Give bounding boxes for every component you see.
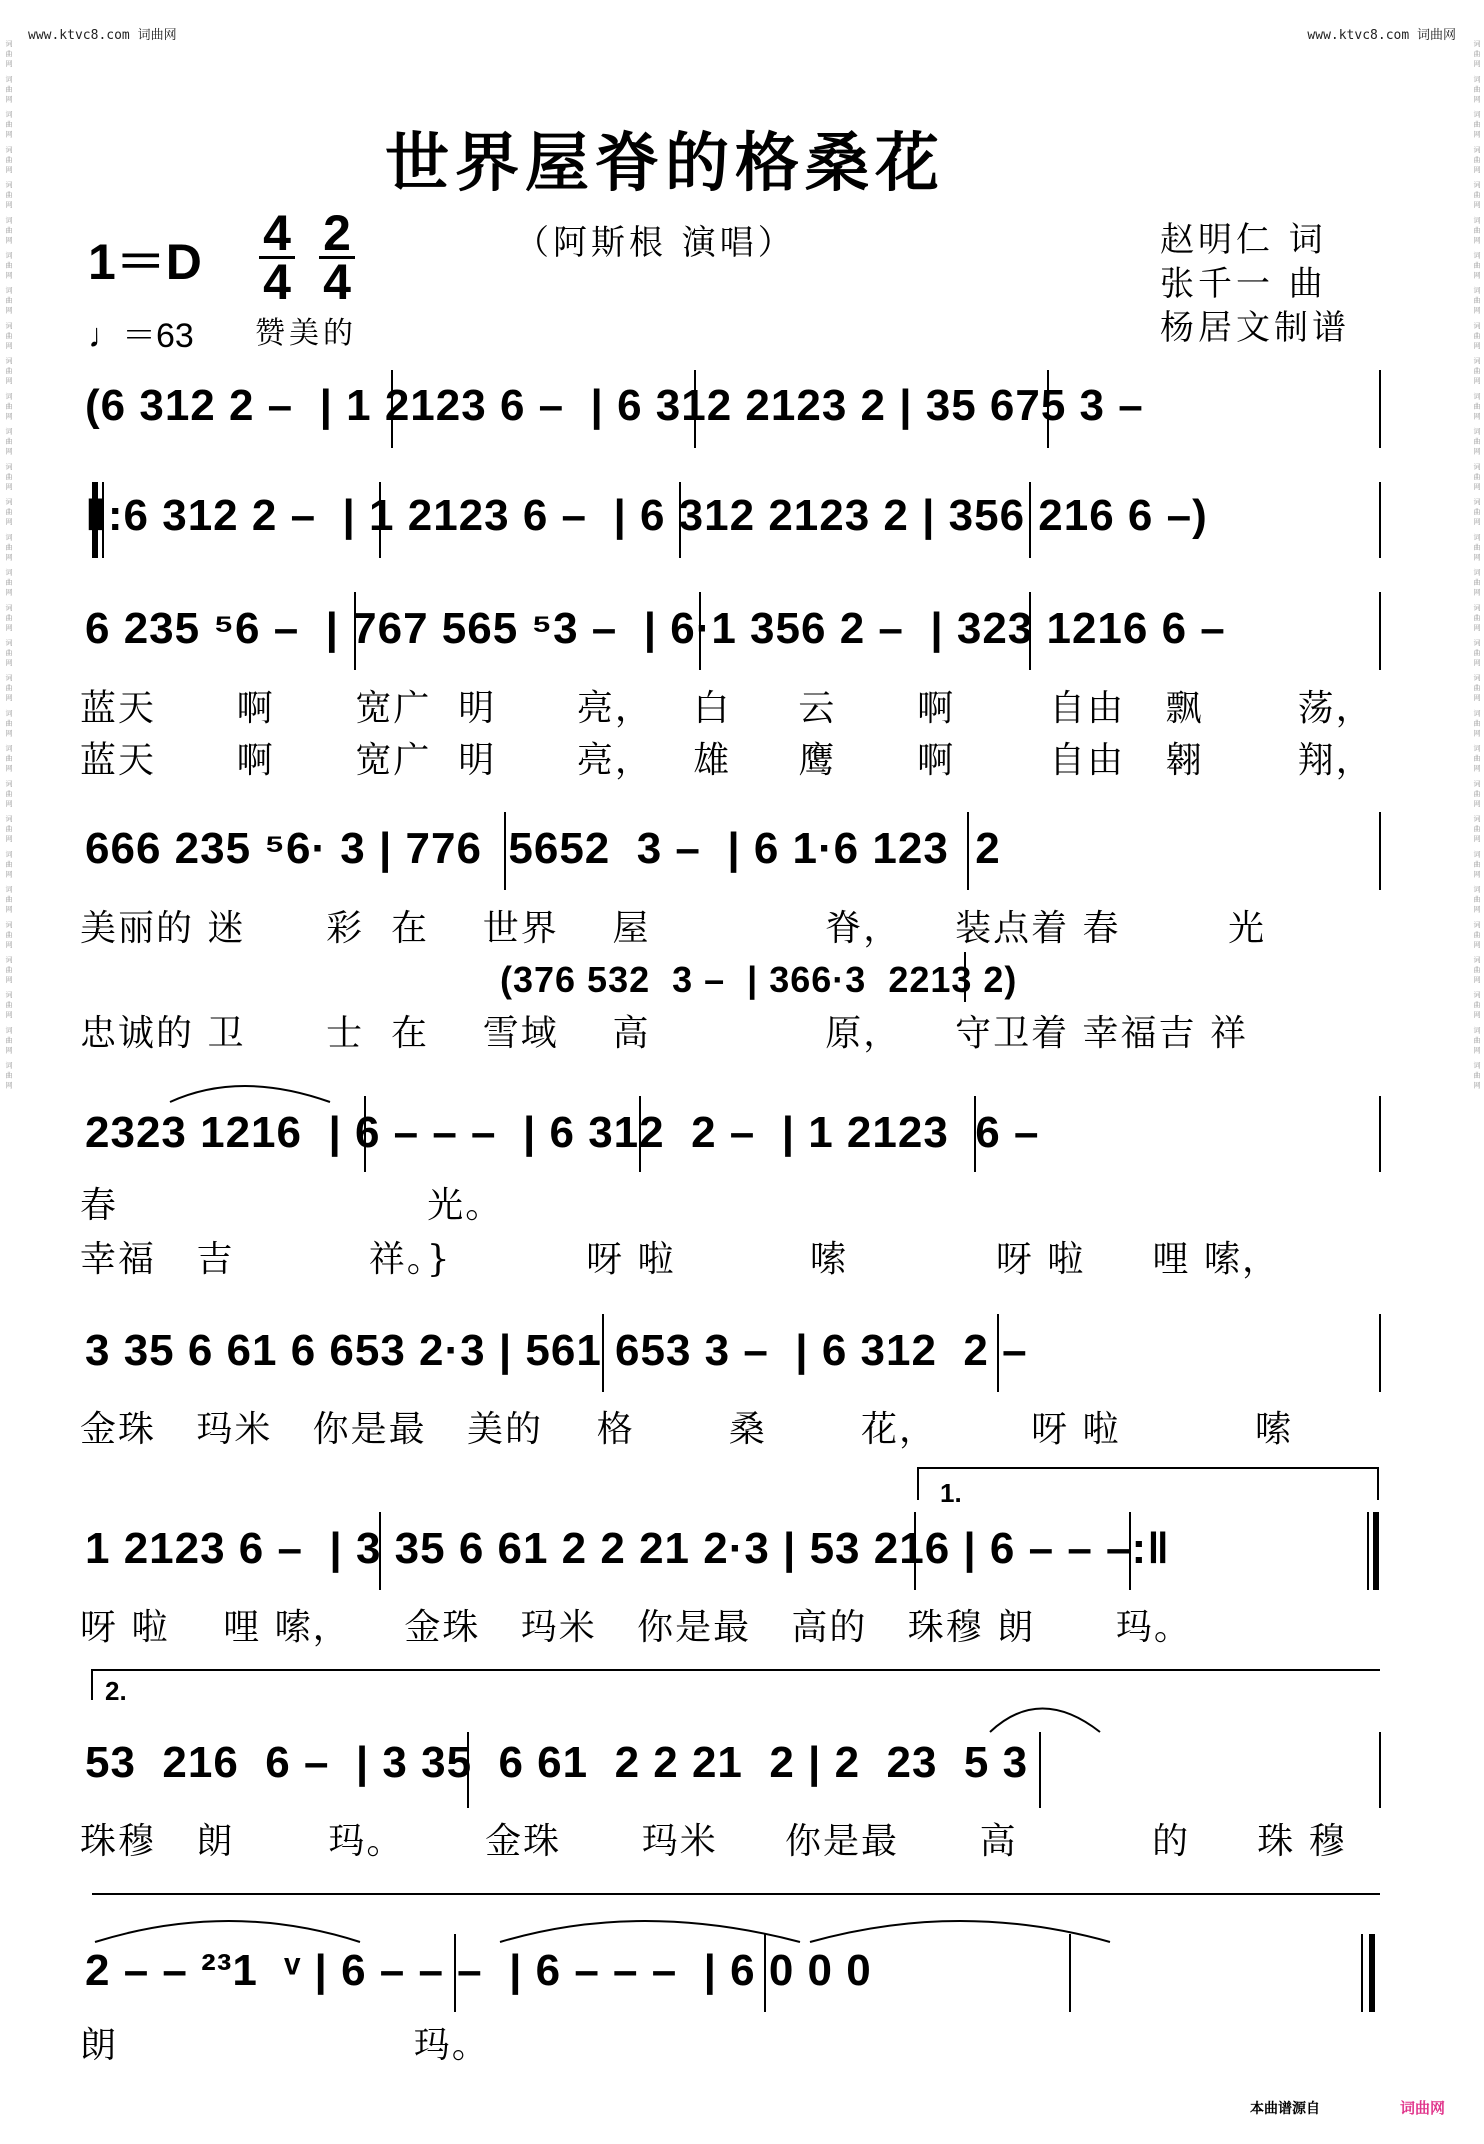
key-signature: 1＝D	[88, 234, 202, 290]
system-8-barlines	[92, 1670, 1380, 1808]
source-label: 本曲谱源自	[1250, 2101, 1320, 2117]
lyricist-credit: 赵明仁 词	[1160, 220, 1327, 260]
system-5-lyrics-verse2: 幸福 吉 祥。} 呀 啦 嗦 呀 啦 哩 嗦，	[80, 1239, 1280, 1280]
system-2-barlines	[95, 482, 1380, 558]
system-6-barlines	[603, 1314, 1380, 1392]
system-5-barlines	[365, 1096, 1380, 1172]
system-2-notes: ‖:6 312 2 – | 1 2123 6 – | 6 312 2123 2 | 356 216 6 –)	[85, 491, 1208, 540]
system-1-barlines	[392, 370, 1380, 448]
site-header-left[interactable]: www.ktvc8.com 词曲网	[28, 28, 177, 43]
time-signature-1-top: 4	[263, 205, 291, 261]
system-4b-interlude-notes: (376 532 3 – | 366·3 2213 2)	[500, 959, 1018, 1000]
system-1-notes: (6 312 2 – | 1 2123 6 – | 6 312 2123 2 | 35 675 3 –	[85, 381, 1144, 430]
system-6-notes: 3 35 6 61 6 653 2·3 | 561 653 3 – | 6 312 2 –	[85, 1326, 1028, 1375]
side-watermark-right: 词曲网 词曲网 词曲网 词曲网 词曲网 词曲网 词曲网 词曲网 词曲网 词曲网 词曲网 词曲网 词曲网 词曲网 词曲网 词曲网 词曲网 词曲网 词曲网 词曲网 词曲网 词曲网 词曲网 词曲网 词曲网 词曲网 词曲网 词曲网 词曲网 词曲网	[1473, 40, 1481, 1092]
volta-2-label: 2.	[105, 1676, 127, 1706]
slurs	[95, 1086, 1110, 1942]
system-4-barlines	[505, 812, 1380, 1002]
system-4-lyrics-verse2: 忠诚的 卫 士 在 雪域 高 原， 守卫着 幸福吉 祥	[80, 1013, 1248, 1054]
performer-credit: （阿斯根 演唱）	[515, 223, 796, 263]
system-5-lyrics-verse1: 春 光。	[80, 1185, 504, 1226]
volta-1-label: 1.	[940, 1478, 962, 1508]
system-4-notes: 666 235 ⁵6· 3 | 776 5652 3 – | 6 1·6 123 2	[85, 824, 1001, 873]
expression-marking: 赞美的	[255, 316, 357, 351]
song-title: 世界屋脊的格桑花	[385, 126, 945, 201]
site-header-right[interactable]: www.ktvc8.com 词曲网	[1307, 28, 1456, 43]
composer-credit: 张千一 曲	[1160, 264, 1327, 304]
side-watermark-left: 词曲网 词曲网 词曲网 词曲网 词曲网 词曲网 词曲网 词曲网 词曲网 词曲网 词曲网 词曲网 词曲网 词曲网 词曲网 词曲网 词曲网 词曲网 词曲网 词曲网 词曲网 词曲网 词曲网 词曲网 词曲网 词曲网 词曲网 词曲网 词曲网 词曲网	[5, 40, 13, 1092]
arranger-credit: 杨居文制谱	[1160, 308, 1350, 348]
system-3-barlines	[355, 592, 1380, 670]
system-9-notes: 2 – – ²³1 ᵛ | 6 – – – | 6 – – – | 6 0 0 0	[85, 1946, 872, 1995]
system-8-notes: 53 216 6 – | 3 35 6 61 2 2 21 2 | 2 23 5 3	[85, 1738, 1029, 1787]
system-8-lyrics: 珠穆 朗 玛。 金珠 玛米 你是最 高 的 珠 穆	[80, 1821, 1347, 1862]
time-signature-2-bottom: 4	[323, 254, 351, 310]
system-9-lyrics: 朗 玛。	[80, 2025, 490, 2066]
time-signature-1-bottom: 4	[263, 254, 291, 310]
system-3-lyrics-verse2: 蓝天 啊 宽广 明 亮， 雄 鹰 啊 自由 翱 翔，	[80, 740, 1374, 781]
system-9-barlines	[92, 1894, 1380, 2012]
time-signature-2-top: 2	[323, 205, 351, 261]
system-3-lyrics-verse1: 蓝天 啊 宽广 明 亮， 白 云 啊 自由 飘 荡，	[80, 688, 1374, 729]
system-6-lyrics: 金珠 玛米 你是最 美的 格 桑 花， 呀 啦 嗦	[80, 1409, 1293, 1450]
system-3-notes: 6 235 ⁵6 – | 767 565 ⁵3 – | 6·1 356 2 – | 323 1216 6 –	[85, 604, 1226, 653]
brand-logo[interactable]: 词曲网	[1400, 2099, 1446, 2117]
system-7-lyrics: 呀 啦 哩 嗦， 金珠 玛米 你是最 高的 珠穆 朗 玛。	[80, 1607, 1192, 1648]
tempo-marking: ♩＝63	[88, 317, 194, 355]
system-5-notes: 2323 1216 | 6 – – – | 6 312 2 – | 1 2123 6 –	[85, 1108, 1040, 1157]
system-7-notes: 1 2123 6 – | 3 35 6 61 2 2 21 2·3 | 53 216 | 6 – – –:‖	[85, 1524, 1171, 1573]
system-4-lyrics-verse1: 美丽的 迷 彩 在 世界 屋 脊， 装点着 春 光	[80, 908, 1267, 949]
system-7-barlines	[380, 1468, 1378, 1590]
